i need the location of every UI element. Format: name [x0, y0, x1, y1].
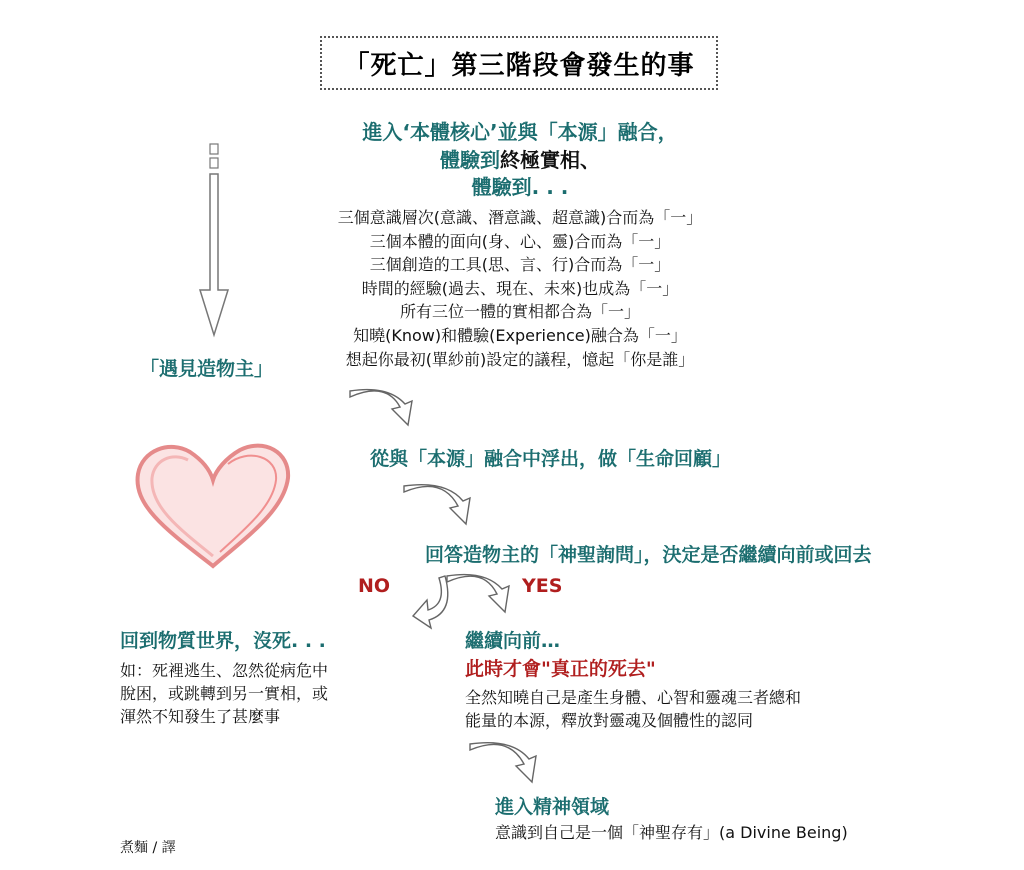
- description-line: 渾然不知發生了甚麼事: [120, 707, 281, 726]
- description-line: 全然知曉自己是產生身體、心智和靈魂三者總和: [465, 688, 802, 707]
- stage-merge-block: [300, 118, 740, 200]
- list-item: 三個創造的工具(思、言、行)合而為「一」: [369, 255, 671, 275]
- curved-arrow-icon: [468, 738, 543, 786]
- curved-arrow-icon: [348, 385, 418, 430]
- experience-line: [300, 146, 740, 174]
- true-death-line: 此時才會"真正的死去": [465, 658, 656, 680]
- yes-label: YES: [522, 575, 563, 597]
- experience-prefix: 體驗到: [440, 148, 500, 172]
- return-branch: [120, 627, 420, 728]
- description-line: 能量的本源，釋放對靈魂及個體性的認同: [465, 711, 754, 730]
- heart-icon: [128, 436, 298, 576]
- list-item: 所有三位一體的實相都合為「一」: [399, 302, 640, 322]
- divine-inquiry-step: 回答造物主的「神聖詢問」，決定是否繼續向前或回去: [425, 544, 872, 566]
- list-item: 三個意識層次(意識、潛意識、超意識)合而為「一」: [337, 208, 703, 227]
- return-heading: 回到物質世界，沒死. . .: [120, 630, 326, 652]
- ultimate-reality: 終極實相、: [500, 148, 600, 172]
- meet-creator-label: 「遇見造物主」: [140, 358, 274, 380]
- life-review-step: 從與「本源」融合中浮出，做「生命回顧」: [370, 448, 732, 470]
- yes-arrow-icon: [445, 570, 515, 618]
- forward-heading: 繼續向前…: [465, 630, 561, 652]
- curved-arrow-icon: [402, 480, 477, 528]
- spirit-heading: 進入精神領域: [495, 796, 610, 818]
- list-item: 時間的經驗(過去、現在、未來)也成為「一」: [361, 278, 679, 298]
- return-description: [120, 659, 420, 728]
- description-line: 如：死裡逃生、忽然從病危中: [120, 661, 329, 680]
- forward-branch: [465, 627, 925, 732]
- experience-line-2: 體驗到. . .: [471, 175, 569, 199]
- translator-credit: 煮麵 / 譯: [120, 840, 176, 856]
- no-label: NO: [358, 575, 391, 597]
- merge-heading: 進入‘本體核心’並與「本源」融合，: [362, 120, 678, 144]
- spirit-realm-block: [495, 793, 935, 844]
- list-item: 三個本體的面向(身、心、靈)合而為「一」: [369, 231, 671, 251]
- timeline-arrow-icon: [196, 140, 236, 340]
- page-title: 「死亡」第三階段會發生的事: [320, 36, 718, 90]
- list-item: 知曉(Know)和體驗(Experience)融合為「一」: [353, 325, 687, 345]
- description-line: 脫困，或跳轉到另一實相，或: [120, 684, 329, 703]
- list-item: 想起你最初(單紗前)設定的議程，憶起「你是誰」: [345, 349, 695, 369]
- forward-description: [465, 686, 925, 732]
- spirit-description: 意識到自己是一個「神聖存有」(a Divine Being): [495, 823, 848, 842]
- oneness-list: [290, 206, 750, 371]
